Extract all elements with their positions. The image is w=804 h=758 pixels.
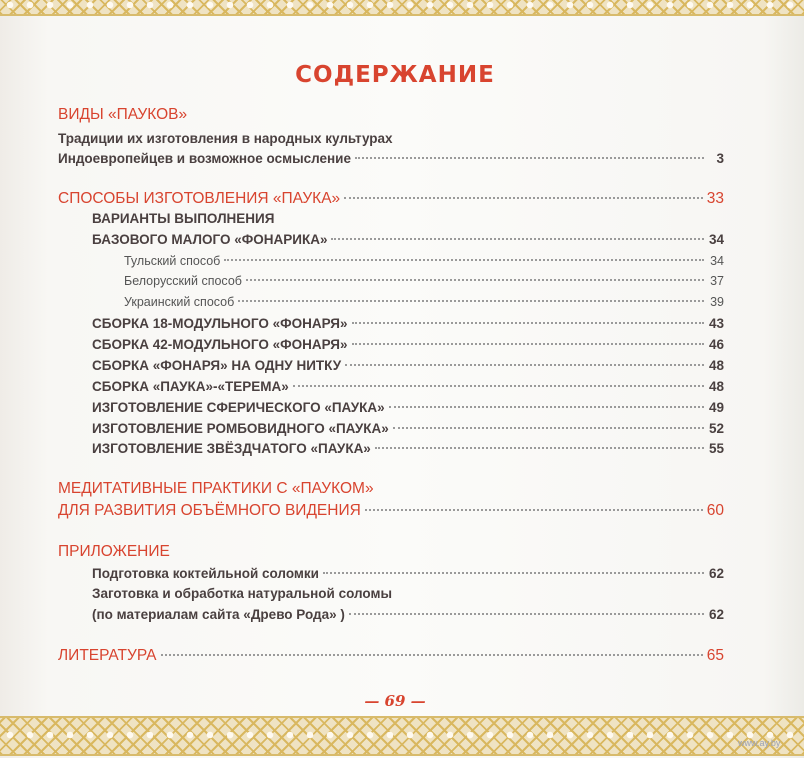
toc-entry-label: СБОРКА «ФОНАРЯ» НА ОДНУ НИТКУ xyxy=(92,358,342,373)
toc-page-number: 60 xyxy=(706,502,724,519)
toc-entry-item[interactable] xyxy=(92,379,724,394)
leader-dots xyxy=(323,572,704,574)
toc-page-number: 55 xyxy=(708,441,724,456)
toc-entry-label: (по материалам сайта «Древо Рода» ) xyxy=(92,607,345,622)
toc-entry-label: Украинский способ xyxy=(124,295,235,309)
toc-entry-item[interactable] xyxy=(92,400,724,415)
toc-entry-label: СБОРКА «ПАУКА»-«ТЕРЕМА» xyxy=(92,379,289,394)
toc-entry-species[interactable] xyxy=(58,151,724,166)
toc-entry-method[interactable] xyxy=(124,254,724,268)
toc-entry-appendix-item[interactable] xyxy=(92,566,724,581)
toc-page-number: 62 xyxy=(708,566,724,581)
toc-entry-item[interactable] xyxy=(92,421,724,436)
toc-page-number: 49 xyxy=(708,400,724,415)
leader-dots xyxy=(246,279,704,281)
bottom-ornament-border xyxy=(0,716,804,756)
toc-entry-label: ИЗГОТОВЛЕНИЕ ЗВЁЗДЧАТОГО «ПАУКА» xyxy=(92,441,371,456)
toc-section-species-title: ВИДЫ «ПАУКОВ» xyxy=(58,106,188,123)
toc-page-number: 3 xyxy=(716,151,724,166)
toc-entry-label: ИЗГОТОВЛЕНИЕ СФЕРИЧЕСКОГО «ПАУКА» xyxy=(92,400,385,415)
toc-page-number: 39 xyxy=(710,295,724,309)
toc-entry-label: СБОРКА 42-МОДУЛЬНОГО «ФОНАРЯ» xyxy=(92,337,348,352)
leader-dots xyxy=(331,238,704,240)
toc-entry-label: СПОСОБЫ ИЗГОТОВЛЕНИЯ «ПАУКА» xyxy=(58,190,341,207)
toc-entry-method[interactable] xyxy=(124,295,724,309)
leader-dots xyxy=(293,385,704,387)
leader-dots xyxy=(224,259,704,261)
leader-dots xyxy=(355,157,704,159)
page-number: — 69 — xyxy=(364,692,426,710)
toc-page-number: 65 xyxy=(706,647,724,664)
page-title: СОДЕРЖАНИЕ xyxy=(295,62,495,88)
top-ornament-border xyxy=(0,0,804,16)
leader-dots xyxy=(375,447,704,449)
leader-dots xyxy=(352,343,704,345)
toc-entry-label: ЛИТЕРАТУРА xyxy=(58,647,157,664)
toc-section-species-line1: Традиции их изготовления в народных культурах xyxy=(58,131,393,146)
leader-dots xyxy=(352,322,704,324)
toc-page-number: 48 xyxy=(708,379,724,394)
toc-entry-item[interactable] xyxy=(92,441,724,456)
toc-entry-label: ДЛЯ РАЗВИТИЯ ОБЪЁМНОГО ВИДЕНИЯ xyxy=(58,502,361,519)
leader-dots xyxy=(365,509,703,511)
toc-entry-item[interactable] xyxy=(92,316,724,331)
leader-dots xyxy=(344,197,703,199)
toc-page-number: 46 xyxy=(708,337,724,352)
toc-entry-appendix-item[interactable] xyxy=(92,607,724,622)
toc-entry-method[interactable] xyxy=(124,274,724,288)
leader-dots xyxy=(393,427,704,429)
toc-entry-item[interactable] xyxy=(92,337,724,352)
toc-entry-label: ИЗГОТОВЛЕНИЕ РОМБОВИДНОГО «ПАУКА» xyxy=(92,421,389,436)
toc-page-number: 52 xyxy=(708,421,724,436)
leader-dots xyxy=(349,613,704,615)
toc-entry-label: Белорусский способ xyxy=(124,274,242,288)
toc-entry-label: Подготовка коктейльной соломки xyxy=(92,566,319,581)
watermark: www.ay.by xyxy=(738,738,781,748)
toc-entry-meditation[interactable] xyxy=(58,502,724,520)
toc-entry-methods[interactable] xyxy=(58,190,724,208)
leader-dots xyxy=(389,406,704,408)
toc-page-number: 33 xyxy=(706,190,724,207)
toc-section-meditation-line1: МЕДИТАТИВНЫЕ ПРАКТИКИ С «ПАУКОМ» xyxy=(58,480,374,497)
toc-page-number: 48 xyxy=(708,358,724,373)
toc-entry-label: Индоевропейцев и возможное осмысление xyxy=(58,151,351,166)
toc-entry-literature[interactable] xyxy=(58,647,724,665)
toc-entry-variants[interactable] xyxy=(92,232,724,247)
toc-entry-item[interactable] xyxy=(92,358,724,373)
leader-dots xyxy=(345,364,704,366)
toc-entry-label: СБОРКА 18-МОДУЛЬНОГО «ФОНАРЯ» xyxy=(92,316,348,331)
toc-entry-label: БАЗОВОГО МАЛОГО «ФОНАРИКА» xyxy=(92,232,328,247)
toc-page-number: 43 xyxy=(708,316,724,331)
toc-page-number: 62 xyxy=(708,607,724,622)
toc-page-number: 34 xyxy=(710,254,724,268)
toc-section-appendix-title: ПРИЛОЖЕНИЕ xyxy=(58,543,170,560)
toc-entry-label: Тульский способ xyxy=(124,254,221,268)
toc-page-number: 34 xyxy=(708,232,724,247)
leader-dots xyxy=(161,654,703,656)
leader-dots xyxy=(238,300,704,302)
toc-variants-line1: ВАРИАНТЫ ВЫПОЛНЕНИЯ xyxy=(92,211,275,226)
toc-appendix-item2-line1: Заготовка и обработка натуральной соломы xyxy=(92,586,392,601)
toc-page-number: 37 xyxy=(710,274,724,288)
